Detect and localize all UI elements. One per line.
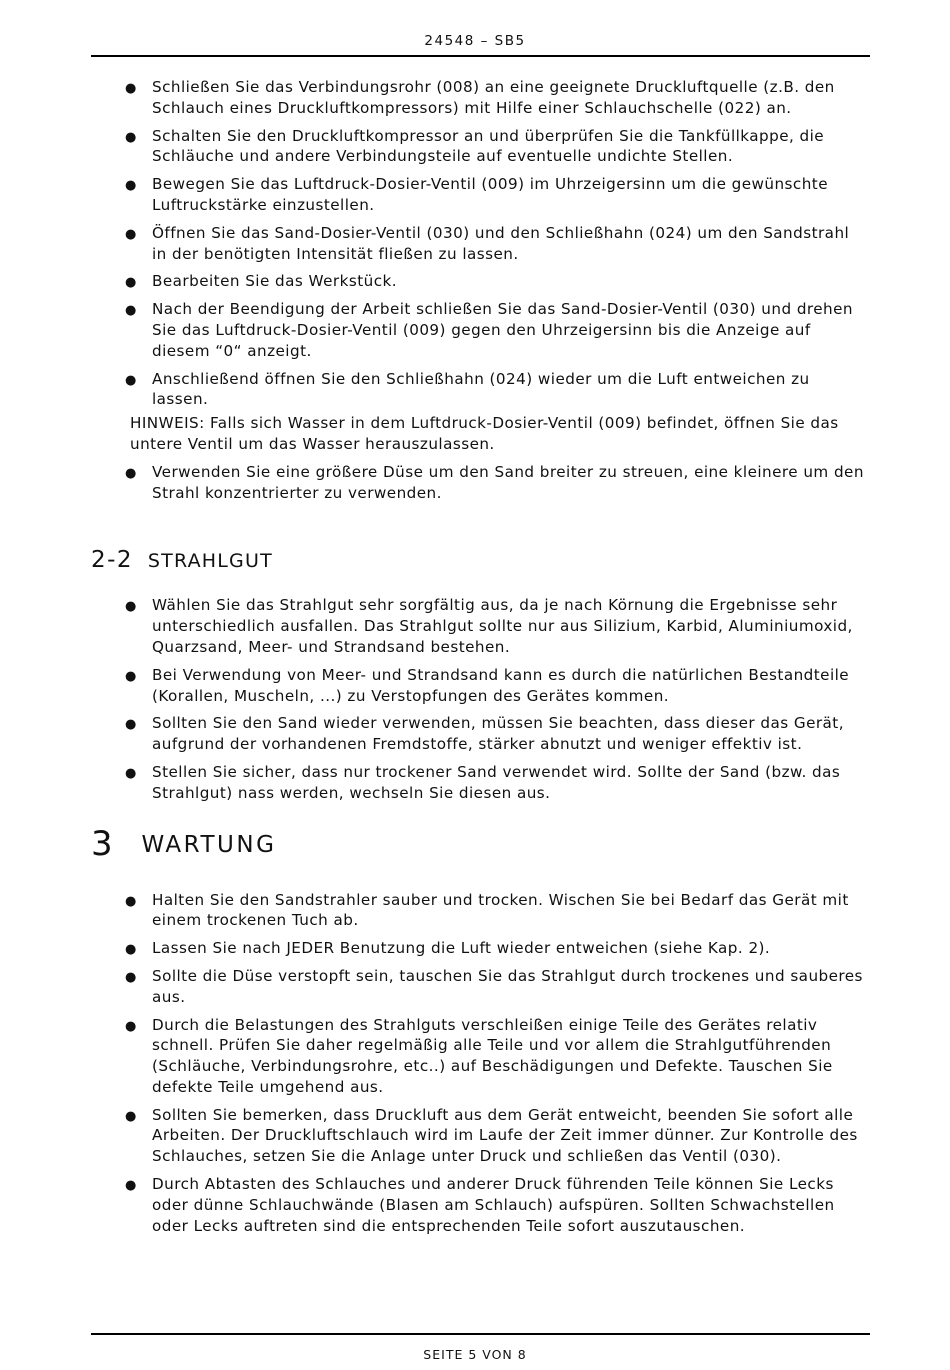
list-item-text: Durch die Belastungen des Strahlguts verschleißen einige Teile des Gerätes relativ schnell. Prüfen Sie daher regelmäßig alle Teile und vor allem die Strahlgutführenden (Schläuche, Verbindungsrohre, etc..) auf Beschädigungen und Defekte. Tauschen Sie defekte Teile umgehend aus. — [152, 1015, 833, 1096]
chapter-title: WARTUNG — [141, 831, 277, 858]
document-id: 24548 – SB5 — [424, 33, 526, 49]
bullet-icon: ● — [125, 372, 137, 388]
list-item-text: Lassen Sie nach JEDER Benutzung die Luft wieder entweichen (siehe Kap. 2). — [152, 939, 771, 958]
list-item — [0, 890, 950, 932]
list-item — [0, 1174, 950, 1236]
list-item — [0, 665, 950, 707]
list-item — [0, 713, 950, 755]
list-item — [0, 1105, 950, 1167]
list-item — [0, 174, 950, 216]
nozzle-tip-list — [0, 462, 950, 504]
bullet-icon: ● — [125, 1108, 137, 1124]
list-item — [0, 271, 950, 292]
bullet-icon: ● — [125, 599, 137, 615]
list-item-text: Bei Verwendung von Meer- und Strandsand kann es durch die natürlichen Bestandteile (Korallen, Muscheln, ...) zu Verstopfungen des Gerätes kommen. — [152, 665, 850, 705]
list-item — [0, 126, 950, 168]
bullet-icon: ● — [125, 1178, 137, 1194]
header-rule — [91, 55, 870, 57]
list-item — [0, 938, 950, 959]
list-item-text: Halten Sie den Sandstrahler sauber und trocken. Wischen Sie bei Bedarf das Gerät mit einem trockenen Tuch ab. — [152, 890, 849, 930]
list-item — [0, 762, 950, 804]
page-content — [0, 77, 950, 1243]
list-item-text: Durch Abtasten des Schlauches und anderer Druck führenden Teile können Sie Lecks oder dünne Schlauchwände (Blasen am Schlauch) aufspüren. Sollten Schwachstellen oder Lecks auftreten sind die entsprechenden Teile sofort auszutauschen. — [152, 1175, 835, 1235]
list-item-text: Sollte die Düse verstopft sein, tauschen Sie das Strahlgut durch trockenes und sauberes aus. — [152, 966, 863, 1006]
bullet-icon: ● — [125, 129, 137, 145]
list-item — [0, 299, 950, 361]
list-item — [0, 462, 950, 504]
list-item-text: Wählen Sie das Strahlgut sehr sorgfältig aus, da je nach Körnung die Ergebnisse sehr unterschiedlich ausfallen. Das Strahlgut sollte nur aus Silizium, Karbid, Aluminiumoxid, Quarzsand, Meer- und Strandsand bestehen. — [152, 596, 853, 656]
wartung-list — [0, 890, 950, 1237]
chapter-3-heading — [91, 824, 950, 864]
bullet-icon: ● — [125, 275, 137, 291]
bullet-icon: ● — [125, 668, 137, 684]
list-item-text: Bewegen Sie das Luftdruck-Dosier-Ventil (009) im Uhrzeigersinn um die gewünschte Luftruckstärke einzustellen. — [152, 175, 828, 214]
bullet-icon: ● — [125, 717, 137, 733]
bullet-icon: ● — [125, 942, 137, 958]
strahlgut-list — [0, 595, 950, 803]
list-item-text: Nach der Beendigung der Arbeit schließen Sie das Sand-Dosier-Ventil (030) und drehen Sie das Luftdruck-Dosier-Ventil (009) gegen den Uhrzeigersinn bis die Anzeige auf diesem “0“ anzeigt. — [152, 300, 854, 360]
bullet-icon: ● — [125, 1018, 137, 1034]
operation-steps-list — [0, 77, 950, 410]
bullet-icon: ● — [125, 969, 137, 985]
list-item — [0, 966, 950, 1008]
bullet-icon: ● — [125, 465, 137, 481]
section-title: STRAHLGUT — [147, 550, 273, 573]
list-item-text: Bearbeiten Sie das Werkstück. — [152, 272, 398, 291]
list-item — [0, 369, 950, 411]
list-item — [0, 1015, 950, 1098]
bullet-icon: ● — [125, 303, 137, 319]
list-item-text: Stellen Sie sicher, dass nur trockener Sand verwendet wird. Sollte der Sand (bzw. das Strahlgut) nass werden, wechseln Sie diesen aus. — [152, 762, 841, 802]
bullet-icon: ● — [125, 765, 137, 781]
list-item-text: Anschließend öffnen Sie den Schließhahn (024) wieder um die Luft entweichen zu lassen. — [152, 369, 810, 409]
bullet-icon: ● — [125, 893, 137, 909]
bullet-icon: ● — [125, 81, 137, 96]
hinweis-note: HINWEIS: Falls sich Wasser in dem Luftdruck-Dosier-Ventil (009) befindet, öffnen Sie das untere Ventil um das Wasser herauszulassen. — [130, 414, 839, 453]
list-item — [0, 223, 950, 265]
section-number: 2-2 — [91, 547, 134, 574]
list-item-text: Schalten Sie den Druckluftkompressor an und überprüfen Sie die Tankfüllkappe, die Schläuche und andere Verbindungsteile auf eventuelle undichte Stellen. — [152, 126, 825, 166]
section-2-2-heading — [91, 547, 950, 573]
page-number: SEITE 5 VON 8 — [423, 1347, 527, 1362]
list-item-text: Sollten Sie den Sand wieder verwenden, müssen Sie beachten, dass dieser das Gerät, aufgrund der vorhandenen Fremdstoffe, stärker abnutzt und weniger effektiv ist. — [152, 714, 844, 754]
list-item-text: Sollten Sie bemerken, dass Druckluft aus dem Gerät entweicht, beenden Sie sofort alle Arbeiten. Der Druckluftschlauch wird im Laufe der Zeit immer dünner. Zur Kontrolle des Schlauches, setzen Sie die Anlage unter Druck und schließen das Ventil (030). — [152, 1105, 858, 1166]
footer-rule — [91, 1333, 870, 1335]
list-item-text: Öffnen Sie das Sand-Dosier-Ventil (030) und den Schließhahn (024) um den Sandstrahl in der benötigten Intensität fließen zu lassen. — [152, 223, 850, 263]
list-item-text: Schließen Sie das Verbindungsrohr (008) an eine geeignete Druckluftquelle (z.B. den Schlauch eines Druckluftkompressors) mit Hilfe einer Schlauchschelle (022) an. — [152, 78, 835, 117]
bullet-icon: ● — [125, 226, 137, 242]
bullet-icon: ● — [125, 178, 137, 194]
list-item-text: Verwenden Sie eine größere Düse um den Sand breiter zu streuen, eine kleinere um den Strahl konzentrierter zu verwenden. — [152, 462, 864, 502]
list-item — [0, 595, 950, 657]
chapter-number: 3 — [91, 823, 115, 864]
list-item — [0, 77, 950, 119]
